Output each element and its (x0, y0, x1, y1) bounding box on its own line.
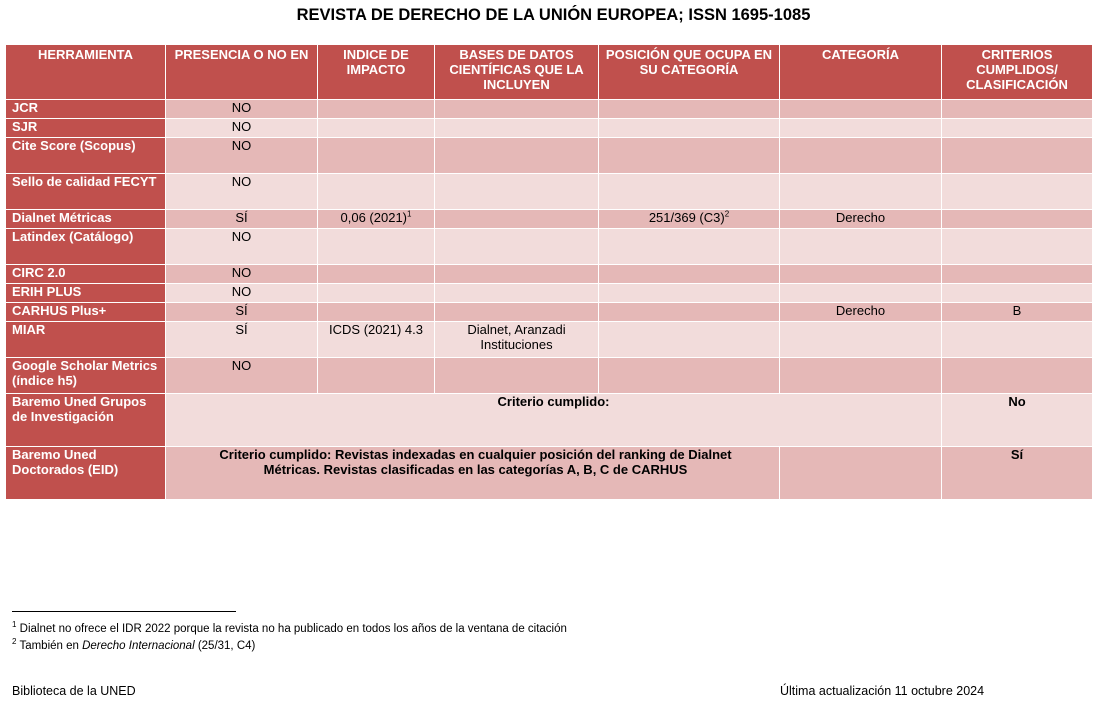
table-row (6, 358, 1093, 394)
row-presence: NO (166, 100, 318, 119)
header-categoria: CATEGORÍA (780, 45, 942, 100)
table-row (6, 265, 1093, 284)
row-tool: Cite Score (Scopus) (6, 138, 166, 174)
header-indice: INDICE DE IMPACTO (318, 45, 435, 100)
table-row (6, 138, 1093, 174)
row-tool: ERIH PLUS (6, 284, 166, 303)
row-presence: SÍ (166, 322, 318, 358)
row-presence: NO (166, 265, 318, 284)
row-tool: Latindex (Catálogo) (6, 229, 166, 265)
table-row (6, 174, 1093, 210)
table-row (6, 100, 1093, 119)
footnote-number: 2 (12, 637, 17, 647)
row-position (599, 210, 780, 229)
baremo-doctorados-row (6, 447, 1093, 500)
header-posicion: POSICIÓN QUE OCUPA EN SU CATEGORÍA (599, 45, 780, 100)
row-tool: CARHUS Plus+ (6, 303, 166, 322)
footnote-2 (12, 637, 256, 652)
row-tool: CIRC 2.0 (6, 265, 166, 284)
row-tool: Google Scholar Metrics (índice h5) (6, 358, 166, 394)
table-header-row (6, 45, 1093, 100)
footer-library: Biblioteca de la UNED (12, 684, 136, 698)
footnote-text-pre: También en (19, 640, 83, 652)
header-criterios: CRITERIOS CUMPLIDOS/ CLASIFICACIÓN (942, 45, 1093, 100)
table-row (6, 229, 1093, 265)
row-category: Derecho (780, 303, 942, 322)
baremo-doctorados-criterion: Criterio cumplido: Revistas indexadas en cualquier posición del ranking de Dialnet Métricas. Revistas clasificadas en las categorías A, B, C de CARHUS (166, 447, 780, 500)
row-category: Derecho (780, 210, 942, 229)
table-row (6, 284, 1093, 303)
header-bases: BASES DE DATOS CIENTÍFICAS QUE LA INCLUYEN (435, 45, 599, 100)
impact-value: 0,06 (2021) (340, 210, 408, 225)
row-presence: SÍ (166, 210, 318, 229)
row-criteria: B (942, 303, 1093, 322)
row-presence: SÍ (166, 303, 318, 322)
footnote-text: Dialnet no ofrece el IDR 2022 porque la revista no ha publicado en todos los años de la ventana de citación (19, 623, 567, 635)
row-presence: NO (166, 119, 318, 138)
page-title: REVISTA DE DERECHO DE LA UNIÓN EUROPEA; ISSN 1695-1085 (296, 6, 811, 24)
footnote-ref: 1 (407, 209, 412, 219)
table-row (6, 210, 1093, 229)
row-tool: Baremo Uned Grupos de Investigación (6, 394, 166, 447)
baremo-grupos-criterion: Criterio cumplido: (166, 394, 942, 447)
row-presence: NO (166, 174, 318, 210)
row-impact: ICDS (2021) 4.3 (318, 322, 435, 358)
header-presencia: PRESENCIA O NO EN (166, 45, 318, 100)
row-tool: MIAR (6, 322, 166, 358)
footnote-divider (12, 611, 236, 612)
row-tool: Dialnet Métricas (6, 210, 166, 229)
footnote-text-post: (25/31, C4) (194, 640, 256, 652)
row-presence: NO (166, 284, 318, 303)
table-row (6, 119, 1093, 138)
footnote-number: 1 (12, 620, 17, 630)
row-presence: NO (166, 358, 318, 394)
row-tool: JCR (6, 100, 166, 119)
baremo-grupos-result: No (942, 394, 1093, 447)
row-databases: Dialnet, Aranzadi Instituciones (435, 322, 599, 358)
position-value: 251/369 (C3) (648, 210, 725, 225)
row-tool: SJR (6, 119, 166, 138)
row-tool: Baremo Uned Doctorados (EID) (6, 447, 166, 500)
header-herramienta: HERRAMIENTA (6, 45, 166, 100)
footnote-1 (12, 620, 567, 635)
footnote-ref: 2 (724, 209, 730, 219)
baremo-grupos-row (6, 394, 1093, 447)
footer-updated: Última actualización 11 octubre 2024 (780, 684, 985, 698)
row-presence: NO (166, 138, 318, 174)
row-presence: NO (166, 229, 318, 265)
table-row (6, 303, 1093, 322)
row-impact (318, 210, 435, 229)
baremo-doctorados-result: Sí (942, 447, 1093, 500)
journal-metrics-table (5, 44, 1093, 500)
row-tool: Sello de calidad FECYT (6, 174, 166, 210)
footnote-text-italic: Derecho Internacional (82, 640, 195, 652)
table-row (6, 322, 1093, 358)
